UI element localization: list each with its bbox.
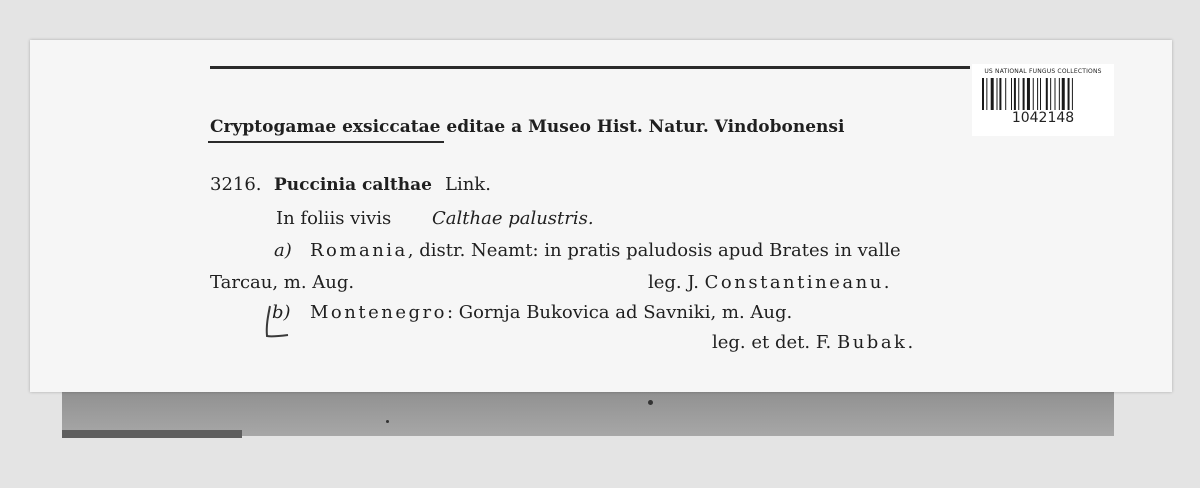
barcode-bar (1050, 78, 1051, 110)
barcode-bar (1011, 78, 1012, 110)
locality-a-marker: a) (274, 240, 292, 261)
exsiccata-number: 3216. (210, 174, 262, 195)
locality-b-country: Montenegro (310, 302, 447, 323)
barcode-bars (982, 78, 1104, 110)
barcode-bar (982, 78, 984, 110)
backing-shadow-edge (62, 430, 242, 438)
top-rule-line (210, 66, 970, 69)
barcode-bar (1018, 78, 1019, 110)
series-title-underline (208, 141, 444, 143)
barcode-bar (1046, 78, 1048, 110)
host-intro: In foliis vivis (276, 208, 392, 229)
barcode-bar (1005, 78, 1006, 110)
barcode-bar (1068, 78, 1070, 110)
species-author: Link. (445, 174, 491, 195)
locality-b-text: : Gornja Bukovica ad Savniki, m. Aug. (446, 302, 793, 323)
barcode-number: 1042148 (1011, 110, 1075, 126)
mounting-sheet-backing (62, 388, 1114, 436)
locality-a-collector: Constantineanu. (704, 272, 893, 293)
barcode-bar (1033, 78, 1034, 110)
locality-b-collector: Bubak. (836, 332, 916, 353)
locality-a-text: , distr. Neamt: in pratis paludosis apud Brates in valle (407, 240, 901, 261)
locality-b-leg-prefix: leg. et det. F. (712, 332, 832, 353)
barcode-bar (1014, 78, 1016, 110)
species-name: Puccinia calthae (274, 175, 432, 195)
barcode-bar (1062, 78, 1065, 110)
barcode-bar (997, 78, 998, 110)
locality-b-line (310, 302, 792, 324)
barcode-collection-name: US NATIONAL FUNGUS COLLECTIONS (984, 68, 1102, 75)
barcode-bar (1023, 78, 1025, 110)
locality-a-country: Romania (310, 240, 408, 261)
series-title: Cryptogamae exsiccatae editae a Museo Hist. Natur. Vindobonensi (210, 117, 845, 137)
locality-a-line (310, 240, 901, 262)
barcode-bar (1072, 78, 1073, 110)
locality-b-marker: b) (272, 302, 291, 323)
specimen-fragment (648, 400, 653, 405)
locality-a-leg-prefix: leg. J. (648, 272, 699, 293)
specimen-fragment (386, 420, 389, 423)
barcode-sticker (972, 64, 1114, 136)
barcode-bar (1027, 78, 1030, 110)
barcode-bar (991, 78, 994, 110)
barcode-bar (1040, 78, 1041, 110)
host-name: Calthae palustris. (432, 208, 594, 229)
barcode-bar (1055, 78, 1056, 110)
barcode-bar (1037, 78, 1038, 110)
locality-a-continuation: Tarcau, m. Aug. (210, 272, 355, 293)
locality-a-collector-line (648, 272, 892, 294)
locality-b-collector-line (712, 332, 916, 354)
barcode-bar (999, 78, 1001, 110)
barcode-bar (1059, 78, 1060, 110)
barcode-bar (986, 78, 987, 110)
